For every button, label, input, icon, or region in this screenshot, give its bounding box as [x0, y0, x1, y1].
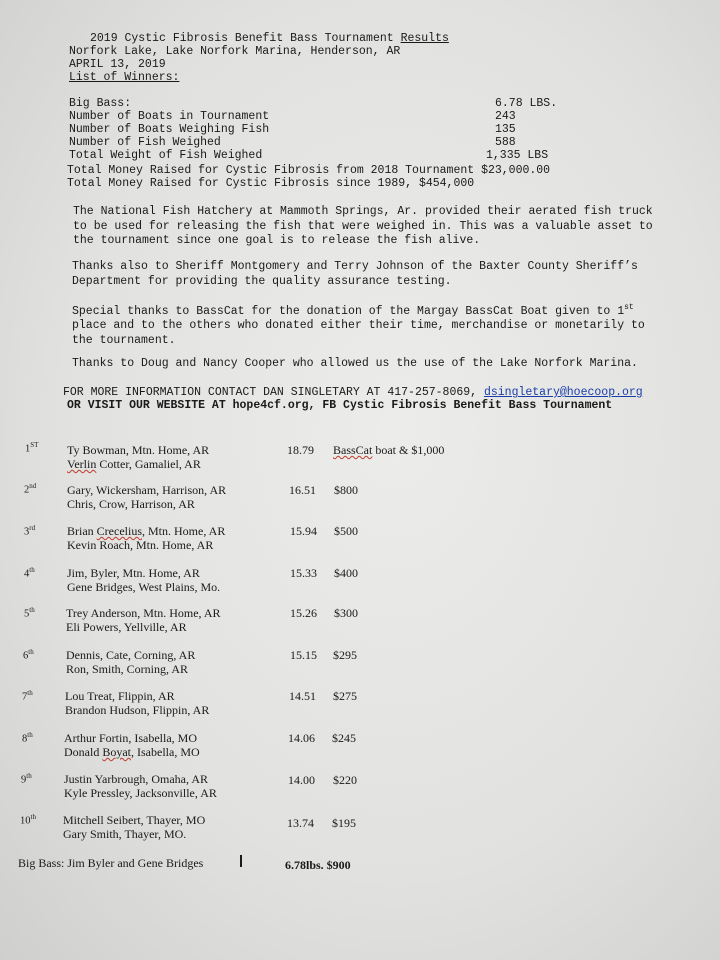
winner-name-2: Gene Bridges, West Plains, Mo.	[67, 580, 221, 594]
document-title	[90, 32, 449, 45]
stat-value: 1,335 LBS	[486, 149, 549, 162]
prize: $800	[334, 483, 358, 497]
prize: BassCat boat & $1,000	[333, 443, 445, 457]
winner-name-1: Lou Treat, Flippin, AR	[65, 689, 175, 703]
winner-name-1: Dennis, Cate, Corning, AR	[66, 648, 196, 662]
weight: 15.94	[290, 524, 317, 538]
weight: 18.79	[287, 443, 314, 457]
winner-name-1: Jim, Byler, Mtn. Home, AR	[67, 566, 200, 580]
place-label: 6th	[23, 648, 34, 662]
prize: $295	[333, 648, 357, 662]
stat-label: Number of Boats in Tournament	[69, 110, 270, 123]
prize: $220	[333, 773, 357, 787]
prize: $195	[332, 816, 356, 830]
winner-name-2: Verlin Cotter, Gamaliel, AR	[67, 457, 201, 471]
winner-name-1: Brian Crecelius, Mtn. Home, AR	[67, 524, 226, 538]
weight: 15.33	[290, 566, 317, 580]
winner-name-1: Gary, Wickersham, Harrison, AR	[67, 483, 227, 497]
stat-label: Number of Fish Weighed	[69, 136, 221, 149]
place-label: 8th	[22, 731, 33, 745]
marina-paragraph: Thanks to Doug and Nancy Cooper who allowed us the use of the Lake Norfork Marina.	[72, 357, 638, 370]
stat-label: Total Weight of Fish Weighed	[69, 149, 263, 162]
stat-label: Big Bass:	[69, 97, 132, 110]
basscat-paragraph: Special thanks to BassCat for the donation of the Margay BassCat Boat given to 1st place and to the others who donated either their time, merchandise or monetarily to the tournament.	[72, 303, 645, 347]
winner-name-1: Trey Anderson, Mtn. Home, AR	[66, 606, 221, 620]
winner-name-2: Kevin Roach, Mtn. Home, AR	[67, 538, 214, 552]
stat-value: 243	[495, 110, 516, 123]
stat-value: 135	[495, 123, 516, 136]
stat-value: 6.78 LBS.	[495, 97, 558, 110]
title-results-word: Results	[400, 32, 449, 45]
winner-name-2: Eli Powers, Yellville, AR	[66, 620, 187, 634]
weight: 16.51	[289, 483, 316, 497]
place-label: 5th	[24, 606, 35, 620]
place-label: 2nd	[24, 482, 37, 496]
prize: $275	[333, 689, 357, 703]
money-raised-since-1989: Total Money Raised for Cystic Fibrosis since 1989, $454,000	[67, 177, 475, 190]
place-label: 3rd	[24, 524, 36, 538]
big-bass-label: Big Bass: Jim Byler and Gene Bridges	[18, 856, 204, 870]
winner-name-1: Arthur Fortin, Isabella, MO	[64, 731, 197, 745]
date-line: APRIL 13, 2019	[69, 58, 166, 71]
winners-heading: List of Winners:	[69, 71, 180, 84]
winner-name-1: Mitchell Seibert, Thayer, MO	[63, 813, 206, 827]
email-link[interactable]: dsingletary@hoecoop.org	[483, 386, 643, 399]
weight: 15.15	[290, 648, 317, 662]
stat-value: 588	[495, 136, 516, 149]
vertical-divider	[240, 855, 242, 867]
stat-label: Number of Boats Weighing Fish	[69, 123, 270, 136]
place-label: 4th	[24, 566, 35, 580]
winner-name-2: Chris, Crow, Harrison, AR	[67, 497, 195, 511]
winner-name-1: Ty Bowman, Mtn. Home, AR	[67, 443, 210, 457]
weight: 14.06	[288, 731, 315, 745]
winner-name-1: Justin Yarbrough, Omaha, AR	[64, 772, 209, 786]
location-line: Norfork Lake, Lake Norfork Marina, Henderson, AR	[69, 45, 401, 58]
winner-name-2: Brandon Hudson, Flippin, AR	[65, 703, 210, 717]
website-line: OR VISIT OUR WEBSITE AT hope4cf.org, FB Cystic Fibrosis Benefit Bass Tournament	[67, 399, 613, 412]
hatchery-paragraph: The National Fish Hatchery at Mammoth Springs, Ar. provided their aerated fish truck to be used for releasing the fish that were weighed in. This was a valuable asset to the tournament since one goal is to release the fish alive.	[73, 205, 653, 247]
place-label: 9th	[21, 772, 32, 786]
winner-name-2: Donald Boyat, Isabella, MO	[64, 745, 200, 759]
winner-name-2: Kyle Pressley, Jacksonville, AR	[64, 786, 217, 800]
sheriff-paragraph: Thanks also to Sheriff Montgomery and Terry Johnson of the Baxter County Sheriff’s Department for providing the quality assurance testing.	[72, 260, 638, 288]
prize: $400	[334, 566, 358, 580]
money-raised-2018: Total Money Raised for Cystic Fibrosis from 2018 Tournament $23,000.00	[67, 164, 551, 177]
big-bass-value: 6.78lbs. $900	[285, 858, 351, 872]
weight: 15.26	[290, 606, 317, 620]
weight: 13.74	[287, 816, 314, 830]
prize: $500	[334, 524, 358, 538]
place-label: 7th	[22, 689, 33, 703]
prize: $300	[334, 606, 358, 620]
contact-line: FOR MORE INFORMATION CONTACT DAN SINGLETARY AT 417-257-8069, dsingletary@hoecoop.org	[63, 386, 643, 399]
winner-name-2: Ron, Smith, Corning, AR	[66, 662, 189, 676]
winner-name-2: Gary Smith, Thayer, MO.	[63, 827, 187, 841]
place-label: 10th	[20, 813, 36, 827]
weight: 14.51	[289, 689, 316, 703]
weight: 14.00	[288, 773, 315, 787]
place-label: 1ST	[25, 441, 39, 455]
prize: $245	[332, 731, 356, 745]
title-text: 2019 Cystic Fibrosis Benefit Bass Tournament	[90, 32, 401, 45]
